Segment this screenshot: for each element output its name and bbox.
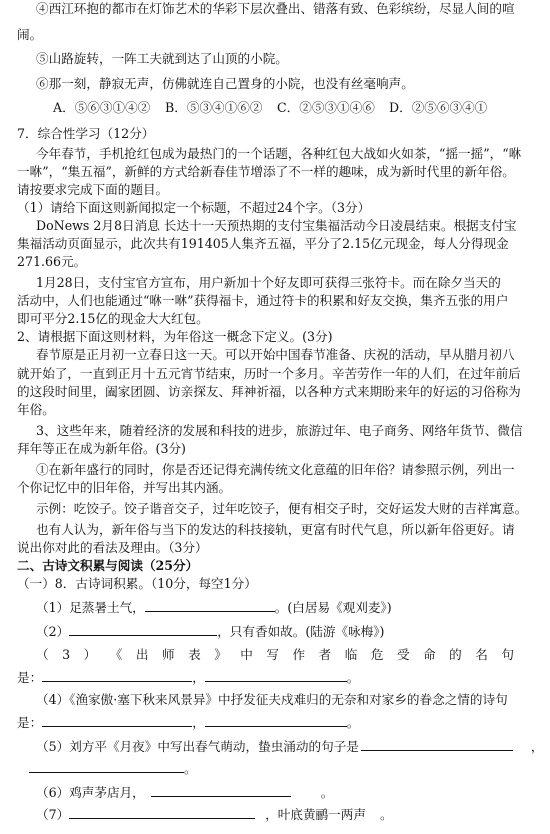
news-para2-line2: 活动中，人们也能通过“咻一咻”获得福卡，通过符卡的积累和好友交换，集齐五张的用户 — [17, 293, 509, 308]
prompt-char: 作 — [292, 647, 306, 662]
option-c: C．②⑤③①④⑥ — [277, 100, 375, 115]
blank-7[interactable] — [69, 806, 255, 819]
prompt-char: 的 — [449, 647, 462, 662]
poem-item-1 — [36, 599, 392, 616]
poem-item-7-prefix: （7） — [36, 807, 70, 822]
sentence-4-line2: 闹。 — [17, 27, 43, 42]
option-d: D．②⑤⑥③④① — [389, 100, 488, 115]
poem-item-6-prefix: （6）鸡声茅店月， — [36, 785, 145, 800]
news-para1-line2: 集福活动页面显示，此次共有191405人集齐五福，平分了2.15亿元现金，每人分得现金 — [17, 236, 509, 251]
poem-item-7-suffix: ，叶底黄鹂一两声 — [265, 807, 366, 822]
period: 。 — [379, 807, 393, 822]
poem-item-6 — [36, 784, 333, 801]
example-text: 示例：吃饺子。饺子谐音交子，过年吃饺子，便有相交子时，交好运发大财的吉祥寓意。 — [36, 501, 528, 516]
prompt-char: （ — [36, 647, 49, 662]
poem-item-3-answer — [17, 669, 359, 686]
poem-item-5-answer — [17, 760, 197, 777]
prompt-char: 危 — [370, 647, 384, 662]
prompt-char: 》 — [214, 647, 227, 662]
prompt-char: ） — [83, 647, 97, 662]
q7-part1-question: （1）请给下面这则新闻拟定一个标题，不超过24个字。（3分） — [17, 200, 371, 215]
poem-item-3-prompt — [36, 647, 514, 663]
poem-item-4-prompt: （4）《渔家傲·塞下秋来风景异》中抒发征夫戍难归的无奈和对家乡的眷念之情的诗句 — [36, 692, 508, 707]
news-para2-line1: 1月28日，支付宝官方宣布，用户新加十个好友即可获得三张符卡。而在除夕当天的 — [36, 275, 501, 290]
blank-4b[interactable] — [205, 714, 347, 727]
news-para2-line3: 即可平分2.15亿的现金大大红包。 — [17, 311, 209, 326]
comma: ， — [530, 739, 544, 754]
blank-5a[interactable] — [361, 738, 513, 751]
poem-item-5-text: （5）刘方平《月夜》中写出春气萌动，蛰虫涌动的句子是 — [36, 739, 359, 754]
sentence-5: ⑤山路旋转，一阵工夫就到达了山顶的小院。 — [36, 51, 288, 66]
sentence-4-line1: ④西江环抱的都市在灯饰艺术的华彩下层次叠出、错落有致、色彩缤纷，尽显人间的喧 — [36, 1, 515, 16]
material-line2: 就开始了，一直到正月十五元宵节结束，历时一个多月。辛苦劳作一年的人们，在过年前后 — [17, 366, 521, 381]
poem-item-2 — [36, 623, 384, 640]
prompt-char: 3 — [62, 647, 71, 662]
question-8-title: （一）8．古诗词积累。（10分，每空1分） — [17, 576, 257, 591]
news-para1-line1: DoNews 2月8日消息 长达十一天预热期的支付宝集福活动今日凌晨结束。根据支付宝 — [36, 218, 517, 233]
prompt-char: 师 — [161, 647, 175, 662]
option-a: A．⑤⑥③①④② — [53, 100, 151, 115]
period: 。 — [346, 715, 360, 730]
material-line1: 春节原是正月初一立春日这一天。可以开始中国春节准备、庆祝的活动，早从腊月初八 — [36, 347, 515, 362]
subquestion-1-line2: 个你记忆中的旧年俗，并写出其内涵。 — [17, 480, 232, 495]
prompt-char: 受 — [396, 647, 410, 662]
section-2-title: 二、古诗文积累与阅读（25分） — [17, 558, 199, 573]
blank-5b[interactable] — [29, 760, 184, 773]
news-para1-line3: 271.66元。 — [17, 254, 87, 269]
subquestion-2-line2: 说出你对此的看法及理由。（3分） — [17, 540, 208, 555]
question-7-title: 7．综合性学习（12分） — [17, 126, 155, 141]
poem-item-5-prompt — [36, 738, 543, 755]
prompt-char: 名 — [475, 647, 488, 662]
q7-intro-line1: 今年春节，手机抢红包成为最热门的一个话题，各种红包大战如火如茶，“摇一摇”，“咻 — [36, 146, 522, 161]
q7-part2-question: 2、请根据下面这则材料，为年俗这一概念下定义。(3分) — [17, 329, 333, 344]
poem-item-1-suffix: 。(白居易《观刈麦》) — [274, 600, 392, 615]
subquestion-2-line1: 也有人认为，新年俗与当下的发达的科技接轨，更富有时代气息，所以新年俗更好。请 — [36, 522, 515, 537]
material-line4: 年俗。 — [17, 402, 55, 417]
poem-item-7 — [36, 806, 393, 823]
sentence-6: ⑥那一刻，静寂无声，仿佛就连自己置身的小院，也没有丝毫响声。 — [36, 76, 414, 91]
period: 。 — [320, 785, 334, 800]
prompt-char: 句 — [501, 647, 514, 662]
q7-intro-line3: 请按要求完成下面的题目。 — [17, 182, 169, 197]
blank-6[interactable] — [151, 784, 291, 797]
comma: ， — [192, 715, 205, 730]
blank-3b[interactable] — [205, 669, 347, 682]
material-line3: 的这段时间里，阖家团圆、访亲探友、拜神祈福，以各种方式来期盼来年的好运的习俗称为 — [17, 384, 521, 399]
blank-4a[interactable] — [42, 714, 192, 727]
comma: ， — [192, 670, 205, 685]
prompt-char: 者 — [318, 647, 332, 662]
prompt-char: 出 — [135, 647, 149, 662]
blank-3a[interactable] — [42, 669, 192, 682]
poem-item-2-prefix: （2） — [36, 624, 70, 639]
q7-intro-line2: 一咻”，“集五福”，新鲜的方式给新春佳节增添了不一样的趣味，成为新时代里的新年俗。 — [17, 164, 515, 179]
prompt-char: 表 — [188, 647, 201, 662]
prompt-char: 中 — [240, 647, 253, 662]
q7-part3-question-line2: 拜年等正在成为新年俗。(3分) — [17, 441, 186, 456]
answer-options — [53, 100, 487, 116]
blank-1[interactable] — [145, 599, 275, 612]
period: 。 — [346, 670, 360, 685]
prompt-char: 临 — [344, 647, 358, 662]
answer-label: 是： — [17, 670, 43, 685]
poem-item-4-answer — [17, 714, 359, 731]
prompt-char: 写 — [266, 647, 279, 662]
q7-part3-question-line1: 3、这些年来，随着经济的发展和科技的进步，旅游过年、电子商务、网络年货节、微信 — [36, 423, 523, 438]
answer-label: 是： — [17, 715, 43, 730]
option-b: B．⑤③④①⑥② — [165, 100, 263, 115]
poem-item-2-suffix: ，只有香如故。(陆游《咏梅》) — [217, 624, 385, 639]
poem-item-1-prefix: （1）足蒸暑土气， — [36, 600, 145, 615]
prompt-char: 《 — [109, 647, 123, 662]
blank-2[interactable] — [69, 623, 217, 636]
period: 。 — [184, 761, 197, 776]
prompt-char: 命 — [423, 647, 436, 662]
subquestion-1-line1: ①在新年盛行的同时，你是否还记得充满传统文化意蕴的旧年俗？请参照示例，列出一 — [36, 462, 515, 477]
